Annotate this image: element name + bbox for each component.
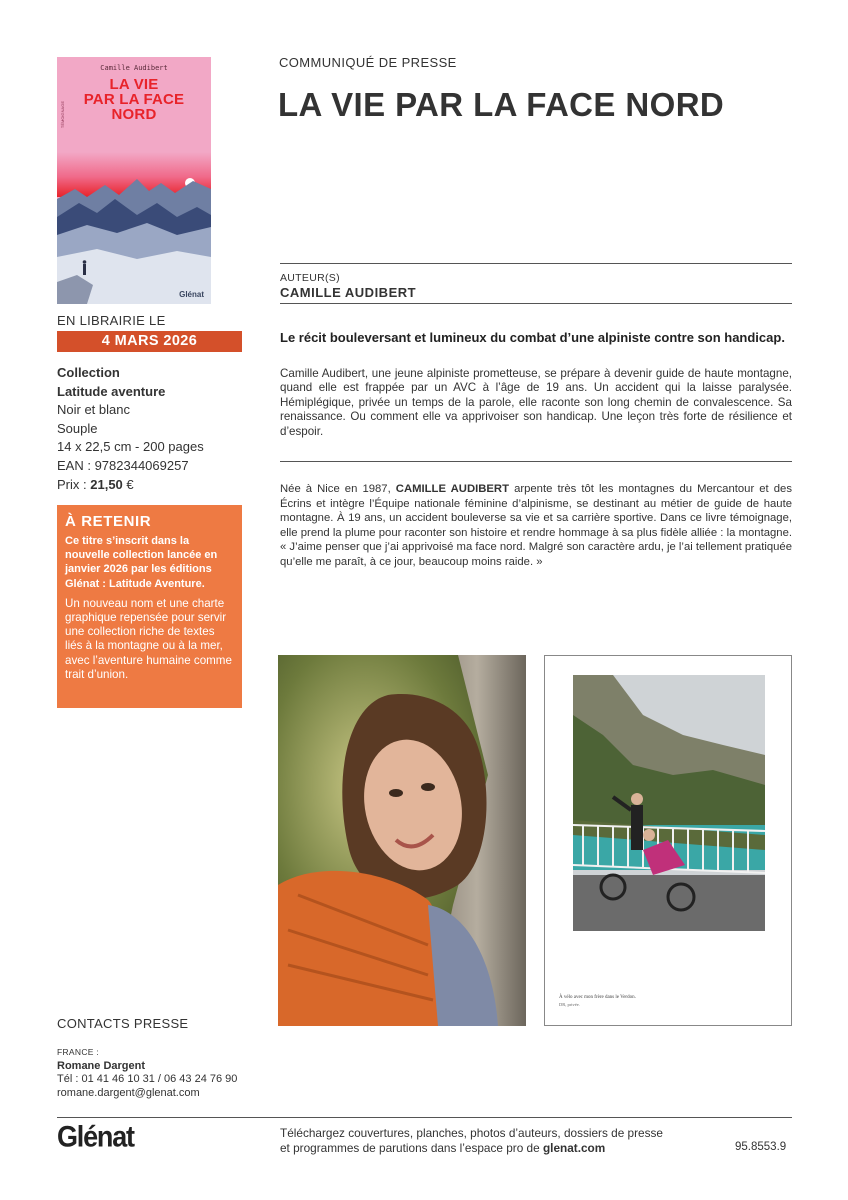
cover-author: Camille Audibert [100,64,168,72]
retenir-box [57,505,242,708]
bio-text: Née à Nice en 1987, [280,483,396,495]
divider [280,263,792,264]
glenat-link[interactable]: glenat.com [542,1141,606,1156]
reference-number: 95.8553.9 [735,1141,787,1153]
summary-text: Camille Audibert, une jeune alpiniste prometteuse, se prépare à devenir guide de haute montagne, quand elle est frappée par un AVC à l’âge de 19 ans. Un accident qui la laisse paralysée. Hémiplégique, privée un temps de la parole, elle raconte son long chemin de convalescence. Sa renaissance. Ou comment elle va apprivoiser son handicap. Une leçon très forte de résilience et d’espoir. [280,367,792,438]
contact-name: Romane Dargent [57,1059,146,1072]
contact-email[interactable]: romane.dargent@glenat.com [57,1086,200,1099]
footer-divider [57,1117,792,1118]
author-name: CAMILLE AUDIBERT [280,285,417,300]
page-title: LA VIE PAR LA FACE NORD [278,86,725,123]
divider [280,303,792,304]
bio-author-name: CAMILLE AUDIBERT [395,483,509,495]
spec-ean: EAN : 9782344069257 [57,457,189,473]
bio-text: arpente très tôt les montagnes du Mercantour et des Écrins et intègre l’Équipe nationale féminine d’alpinisme, se destinant au métier de guide de haute montagne. À 19 ans, un accident bouleverse sa vie et sa carrière sportive. Dans ce livre témoignage, elle prend la plume pour raconter son histoire et rendre hommage à sa plus fidèle alliée : la montagne. « J’aime penser que j’ai apprivoisé ma face nord. Malgré son caractère ardu, je l’ai tellement pratiquée qu’elle me paraît, à ce jour, beaucoup moins raide. » [280,483,792,568]
spec-format: 14 x 22,5 cm - 200 pages [57,439,204,455]
pitch-text: Le récit bouleversant et lumineux du combat d’une alpiniste contre son handicap. [280,330,785,345]
press-release-label: COMMUNIQUÉ DE PRESSE [279,55,457,70]
footer-line [280,1141,663,1156]
spec-color: Noir et blanc [57,402,130,418]
contact-phone: Tél : 01 41 46 10 31 / 06 43 24 76 90 [57,1073,238,1085]
contact-country: FRANCE : [57,1047,100,1057]
cover-publisher-logo: Glénat [179,290,204,299]
footer-line-text: et programmes de parutions dans l’espace pro de [280,1141,543,1156]
spec-binding: Souple [57,420,98,436]
footer-line: Téléchargez couvertures, planches, photos d’auteurs, dossiers de presse [280,1126,663,1140]
divider [280,461,792,462]
cover-title-line: NORD [111,106,157,123]
bike-photo [573,675,765,931]
retenir-bold-text: Ce titre s’inscrit dans la nouvelle collection lancée en janvier 2026 par les éditions Glénat : Latitude Aventure. [65,535,218,590]
photo-caption: À vélo avec mon frère dans le Verdon. [559,995,636,1000]
cover-title-line: LA VIE [109,76,159,93]
price-value: 21,50 [90,476,123,492]
verdon-bike-image [573,675,765,931]
release-label: EN LIBRAIRIE LE [57,313,166,328]
cover-title-line: PAR LA FACE [83,91,185,108]
price-currency: € [126,476,134,492]
collection-name: Latitude aventure [57,383,166,399]
price-label: Prix : [57,476,87,492]
photo-frame [544,655,792,1026]
cover-title [57,77,211,122]
book-cover [57,57,211,304]
book-specs [57,364,204,494]
author-bio [280,482,792,570]
photo-credit: DR, privée. [559,1002,580,1007]
glenat-logo: Glénat [57,1120,134,1153]
author-photo [278,655,526,1026]
author-label: AUTEUR(S) [280,272,340,284]
spec-price [57,476,204,495]
contact-block [57,1046,237,1100]
author-portrait-image [278,655,526,1026]
collection-label: Collection [57,365,120,380]
footer-text [280,1126,663,1156]
retenir-title: À RETENIR [65,513,152,530]
cover-side-text: TÉMOIGNAGE [60,101,65,129]
retenir-text: Un nouveau nom et une charte graphique repensée pour servir une collection riche de textes liés à la montagne ou à la mer, avec l’aventure humaine comme trait d’union. [65,596,232,681]
contacts-title: CONTACTS PRESSE [57,1016,189,1031]
release-date: 4 MARS 2026 [57,331,242,352]
